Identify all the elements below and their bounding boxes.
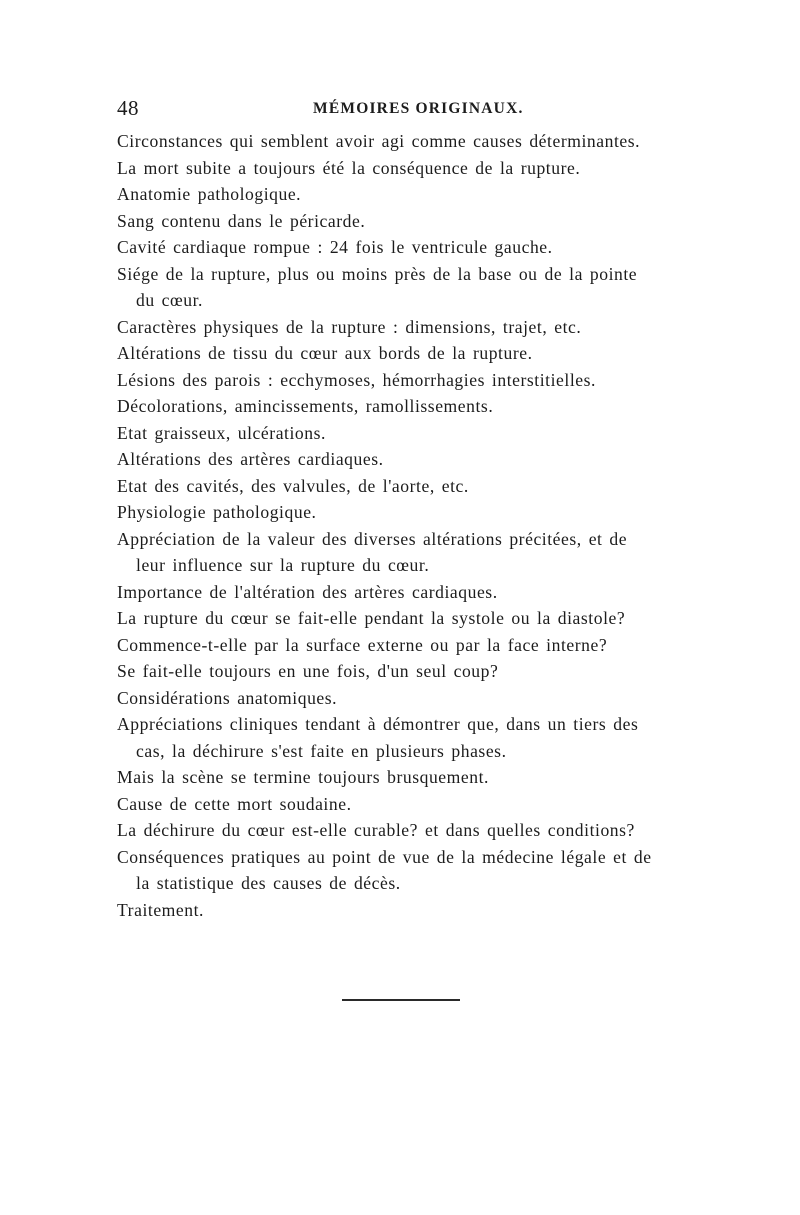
text-line: Appréciation de la valeur des diverses altérations précitées, et de [117,528,628,549]
text-line: la statistique des causes de décès. [136,873,401,893]
text-line: Décolorations, amincissements, ramollissements. [117,396,494,416]
text-line: Mais la scène se termine toujours brusquement. [117,767,489,787]
text-line: Physiologie pathologique. [117,502,317,522]
text-line: Se fait-elle toujours en une fois, d'un seul coup? [117,661,499,681]
text-line: Importance de l'altération des artères cardiaques. [117,581,498,602]
text-line: Considérations anatomiques. [117,687,338,708]
page-header [117,96,697,126]
text-line: Siége de la rupture, plus ou moins près de la base ou de la pointe [117,263,638,284]
text-line: Appréciations cliniques tendant à démontrer que, dans un tiers des [117,714,639,734]
text-line: Sang contenu dans le péricarde. [117,210,366,231]
page-number: 48 [117,96,139,120]
text-line: Etat des cavités, des valvules, de l'aorte, etc. [117,475,469,496]
running-head: MÉMOIRES ORIGINAUX. [313,100,524,117]
text-line: La mort subite a toujours été la conséquence de la rupture. [117,157,581,178]
text-line: Anatomie pathologique. [117,184,302,204]
text-line: Altérations des artères cardiaques. [117,449,384,469]
text-line: Conséquences pratiques au point de vue de la médecine légale et de [117,846,652,867]
text-line: Altérations de tissu du cœur aux bords de la rupture. [117,343,533,363]
section-end-rule [342,999,460,1001]
text-line: Etat graisseux, ulcérations. [117,422,326,443]
text-line: Commence-t-elle par la surface externe ou par la face interne? [117,634,608,655]
text-line: Caractères physiques de la rupture : dimensions, trajet, etc. [117,316,582,337]
text-line: Cavité cardiaque rompue : 24 fois le ventricule gauche. [117,237,553,257]
text-line: Cause de cette mort soudaine. [117,793,352,814]
text-line: La rupture du cœur se fait-elle pendant la systole ou la diastole? [117,608,626,628]
text-line: Traitement. [117,899,205,920]
text-line: cas, la déchirure s'est faite en plusieurs phases. [136,740,507,761]
text-line: du cœur. [136,290,203,310]
text-line: Lésions des parois : ecchymoses, hémorrhagies interstitielles. [117,369,596,390]
text-line: Circonstances qui semblent avoir agi comme causes déterminantes. [117,131,641,151]
text-line: La déchirure du cœur est-elle curable? et dans quelles conditions? [117,820,635,840]
text-line: leur influence sur la rupture du cœur. [136,555,430,575]
